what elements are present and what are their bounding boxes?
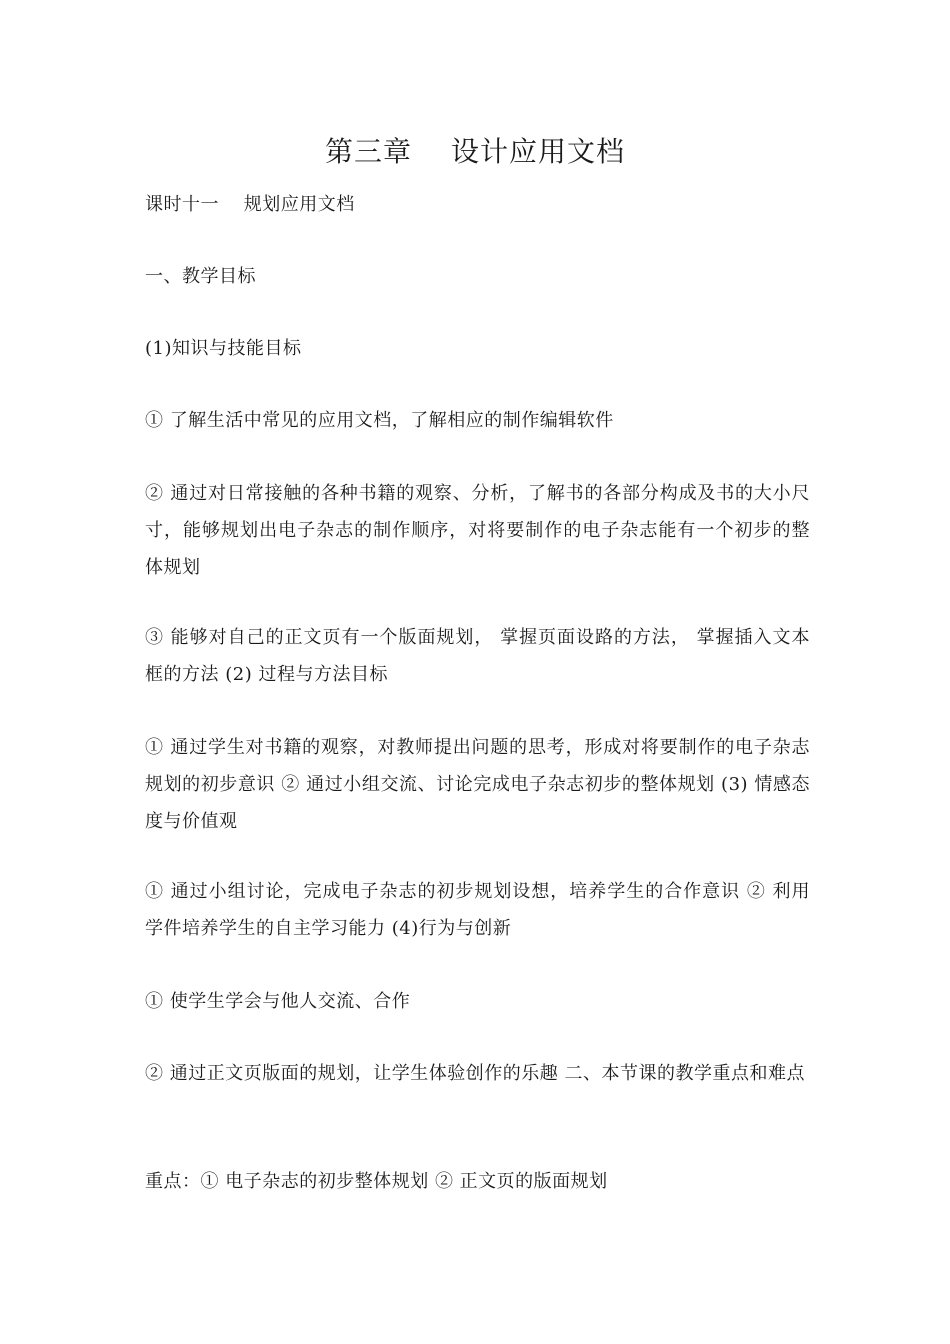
paragraph-2: ② 通过对日常接触的各种书籍的观察、分析，了解书的各部分构成及书的大小尺寸，能够规划出电子杂志的制作顺序，对将要制作的电子杂志能有一个初步的整体规划 — [145, 483, 810, 578]
paragraph-4: ① 通过学生对书籍的观察，对教师提出问题的思考，形成对将要制作的电子杂志规划的初步意识 ② 通过小组交流、讨论完成电子杂志初步的整体规划 (3) 情感态度与价值观 — [145, 737, 810, 832]
paragraph-5: ① 通过小组讨论，完成电子杂志的初步规划设想，培养学生的合作意识 ② 利用学件培养学生的自主学习能力 (4)行为与创新 — [145, 881, 810, 939]
paragraph-3: ③ 能够对自己的正文页有一个版面规划， 掌握页面设路的方法， 掌握插入文本框的方法 (2) 过程与方法目标 — [145, 627, 810, 685]
subheading-knowledge-skills: (1)知识与技能目标 — [145, 338, 302, 359]
paragraph-key-points: 重点：① 电子杂志的初步整体规划 ② 正文页的版面规划 — [145, 1171, 608, 1192]
paragraph-1: ① 了解生活中常见的应用文档，了解相应的制作编辑软件 — [145, 410, 614, 431]
lesson-heading: 课时十一 规划应用文档 — [145, 194, 355, 215]
section-heading-objectives: 一、教学目标 — [145, 266, 256, 287]
paragraph-7: ② 通过正文页版面的规划，让学生体验创作的乐趣 二、本节课的教学重点和难点 — [145, 1063, 805, 1084]
chapter-title: 第三章 设计应用文档 — [325, 135, 625, 168]
paragraph-6: ① 使学生学会与他人交流、合作 — [145, 991, 411, 1012]
